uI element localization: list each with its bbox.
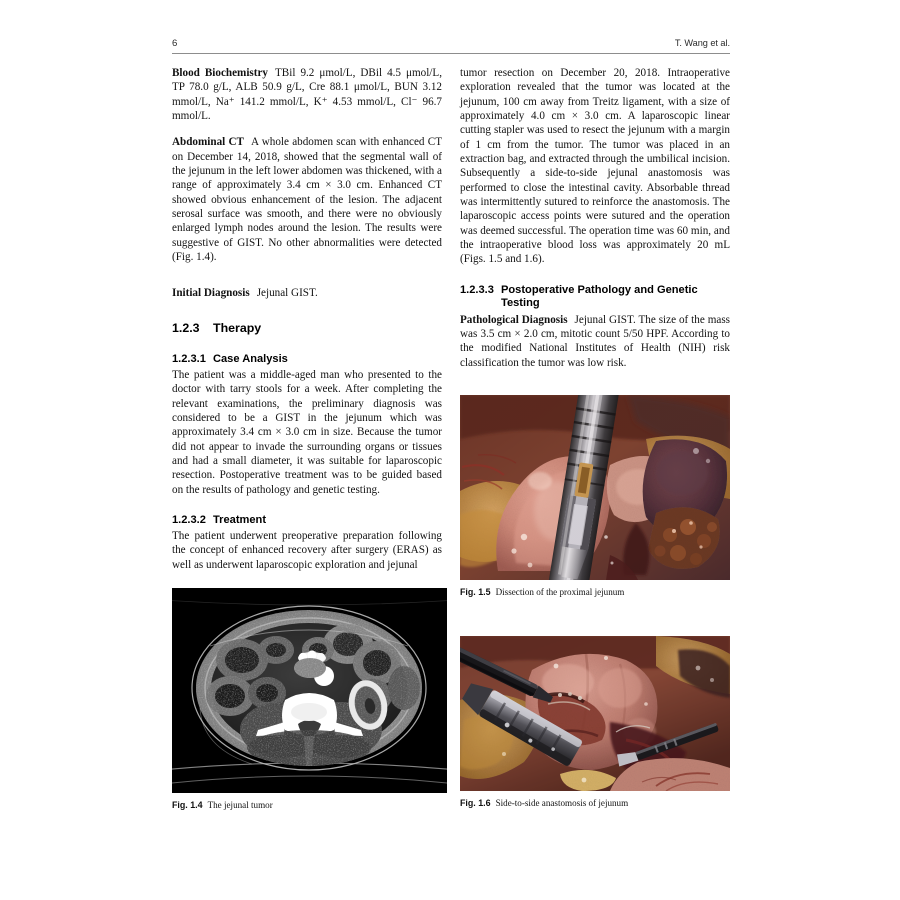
header-rule: [172, 53, 730, 54]
column-right: [460, 66, 730, 370]
figure-1-5-caption: [460, 587, 730, 598]
heading-therapy-number: 1.2.3: [172, 320, 200, 335]
ct-scan-image: [172, 588, 447, 793]
figure-1-5-caption-text: Dissection of the proximal jejunum: [495, 587, 625, 597]
paragraph-operation-continuation: tumor resection on December 20, 2018. Intraoperative exploration revealed that the tumor was located at the jejunum, 100 cm away from Treitz ligament, with a size of approximately 4.0 cm × 3.0 cm. A laparoscopic linear cutting stapler was used to resect the jejunum with a margin of 1 cm from the tumor. The tumor was placed in an extraction bag, and extracted through the umbilical incision. Subsequently a side-to-side jejunal anastomosis was performed to close the intestinal cavity. Absorbable thread was intermittently sutured to reinforce the anastomosis. The laparoscopic access points were sutured and the operation was deemed successful. The operation time was 60 min, and the intraoperative blood loss was approximately 20 mL (Figs. 1.5 and 1.6).: [460, 67, 730, 266]
heading-postoperative-pathology-title: Postoperative Pathology and Genetic Testing: [501, 283, 698, 310]
heading-therapy: [172, 321, 442, 336]
laparoscopic-dissection-image: [460, 395, 730, 580]
heading-case-analysis-title: Case Analysis: [213, 352, 288, 365]
heading-postoperative-pathology-number: 1.2.3.3: [460, 283, 494, 296]
page-number: 6: [172, 38, 178, 49]
paragraph-abdominal-ct: [172, 135, 442, 264]
paragraph-initial-diagnosis: [172, 286, 442, 300]
runin-initial-diagnosis: Initial Diagnosis: [172, 287, 250, 300]
figure-1-6: [460, 636, 730, 809]
heading-treatment-number: 1.2.3.2: [172, 514, 206, 526]
heading-treatment-title: Treatment: [213, 514, 267, 526]
figure-1-5-label: Fig. 1.5: [460, 587, 491, 597]
heading-case-analysis-number: 1.2.3.1: [172, 352, 206, 365]
figure-1-6-caption: [460, 798, 730, 809]
column-left: [172, 66, 442, 572]
text-pathological-diagnosis: Jejunal GIST. The size of the mass was 3.5 cm × 2.0 cm, mitotic count 5/50 HPF. According to the modified National Institutes of Health (NIH) risk classification the tumor was low risk.: [460, 313, 730, 369]
runin-pathological-diagnosis: Pathological Diagnosis: [460, 313, 568, 326]
heading-treatment: [172, 514, 442, 528]
heading-therapy-title: Therapy: [213, 320, 262, 335]
heading-postoperative-pathology: [460, 284, 730, 311]
laparoscopic-anastomosis-graphic: [460, 636, 730, 791]
figure-1-4-label: Fig. 1.4: [172, 800, 203, 810]
text-abdominal-ct: A whole abdomen scan with enhanced CT on December 14, 2018, showed that the segmental wall of the jejunum in the left lower abdomen was thickened, with a range of approximately 3.4 cm × 3.0 cm. Enhanced CT showed obvious enhancement of the lesion. The adjacent serosal surface was smooth, and there were no obviously enlarged lymph nodes around the lesion. The results were suggestive of GIST. No other abnormalities were detected (Fig. 1.4).: [172, 136, 442, 264]
running-head-authors: T. Wang et al.: [674, 38, 730, 48]
laparoscopic-anastomosis-image: [460, 636, 730, 791]
text-blood-biochemistry: TBil 9.2 μmol/L, DBil 4.5 μmol/L, TP 78.0 g/L, ALB 50.9 g/L, Cre 88.1 μmol/L, BUN 3.12 mmol/L, Na⁺ 141.2 mmol/L, K⁺ 4.53 mmol/L, Cl⁻ 96.7 mmol/L.: [172, 67, 442, 123]
figure-1-6-label: Fig. 1.6: [460, 798, 491, 808]
paragraph-treatment: The patient underwent preoperative preparation following the concept of enhanced recovery after surgery (ERAS) as well as underwent laparoscopic exploration and jejunal: [172, 530, 442, 571]
laparoscopic-dissection-graphic: [460, 395, 730, 580]
runin-blood-biochemistry: Blood Biochemistry: [172, 67, 268, 79]
runin-abdominal-ct: Abdominal CT: [172, 136, 244, 149]
figure-1-4: [172, 588, 447, 811]
paragraph-pathological-diagnosis: [460, 313, 730, 370]
figure-1-4-caption: [172, 800, 447, 811]
paragraph-blood-biochemistry: [172, 66, 442, 123]
figure-1-4-caption-text: The jejunal tumor: [207, 800, 273, 810]
text-initial-diagnosis: Jejunal GIST.: [256, 287, 318, 300]
running-head: [172, 38, 730, 49]
figure-1-5: [460, 395, 730, 598]
paragraph-case-analysis: The patient was a middle-aged man who presented to the doctor with tarry stools for a week. After completing the relevant examinations, the preliminary diagnosis was considered to be a GIST in the jejunum which was approximately 3.4 cm × 3.0 cm in size. Because the tumor did not appear to invade the surrounding organs or tissues and had a small diameter, it was suitable for laparoscopic resection. Postoperative treatment was to be guided based on the results of pathology and genetic testing.: [172, 368, 442, 496]
heading-case-analysis: [172, 353, 442, 367]
ct-scan-graphic: [172, 588, 447, 793]
figure-1-6-caption-text: Side-to-side anastomosis of jejunum: [495, 798, 629, 808]
